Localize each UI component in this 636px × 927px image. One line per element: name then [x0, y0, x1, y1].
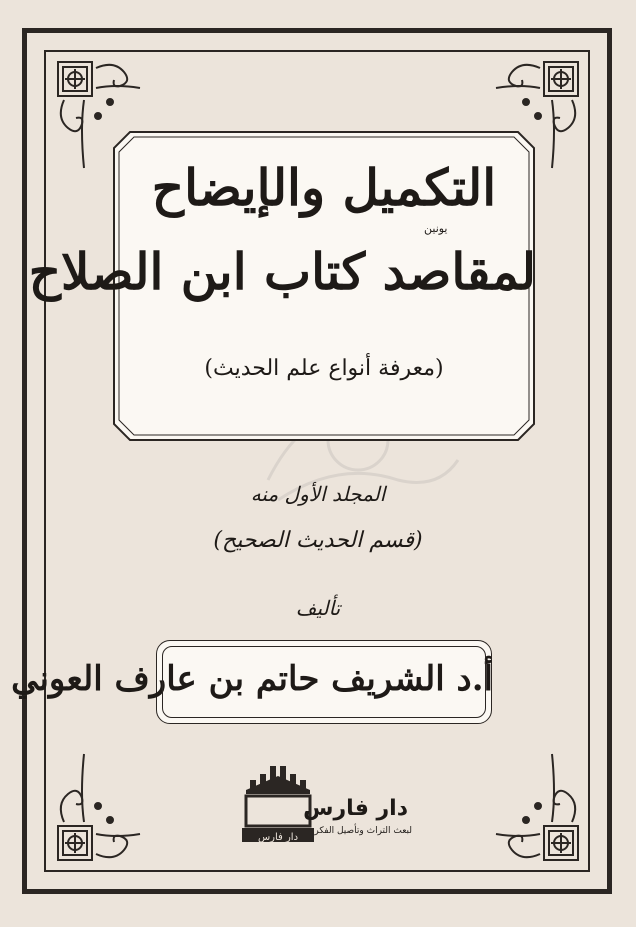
corner-ornament-icon: [54, 744, 144, 864]
publisher-name: دار فارس: [303, 796, 408, 821]
book-title-line-2: لمقاصد كتاب ابن الصلاح: [28, 242, 536, 301]
logo-text: دار فارس: [257, 832, 299, 843]
authorship-label: تأليف: [295, 596, 341, 620]
author-name: أ.د الشريف حاتم بن عارف العوني: [11, 659, 493, 699]
corner-ornament-icon: [492, 744, 582, 864]
book-title-line-1: التكميل والإيضاح: [151, 158, 497, 217]
book-subtitle: (معرفة أنواع علم الحديث): [204, 356, 444, 381]
author-box: [11, 640, 493, 724]
title-panel: [28, 130, 536, 442]
volume-label: المجلد الأول منه: [250, 482, 386, 506]
title-small-note: يونين: [424, 222, 448, 235]
publisher-tagline: لبعث التراث وتأصيل الفكر: [314, 826, 412, 836]
section-label: (قسم الحديث الصحيح): [213, 528, 423, 553]
